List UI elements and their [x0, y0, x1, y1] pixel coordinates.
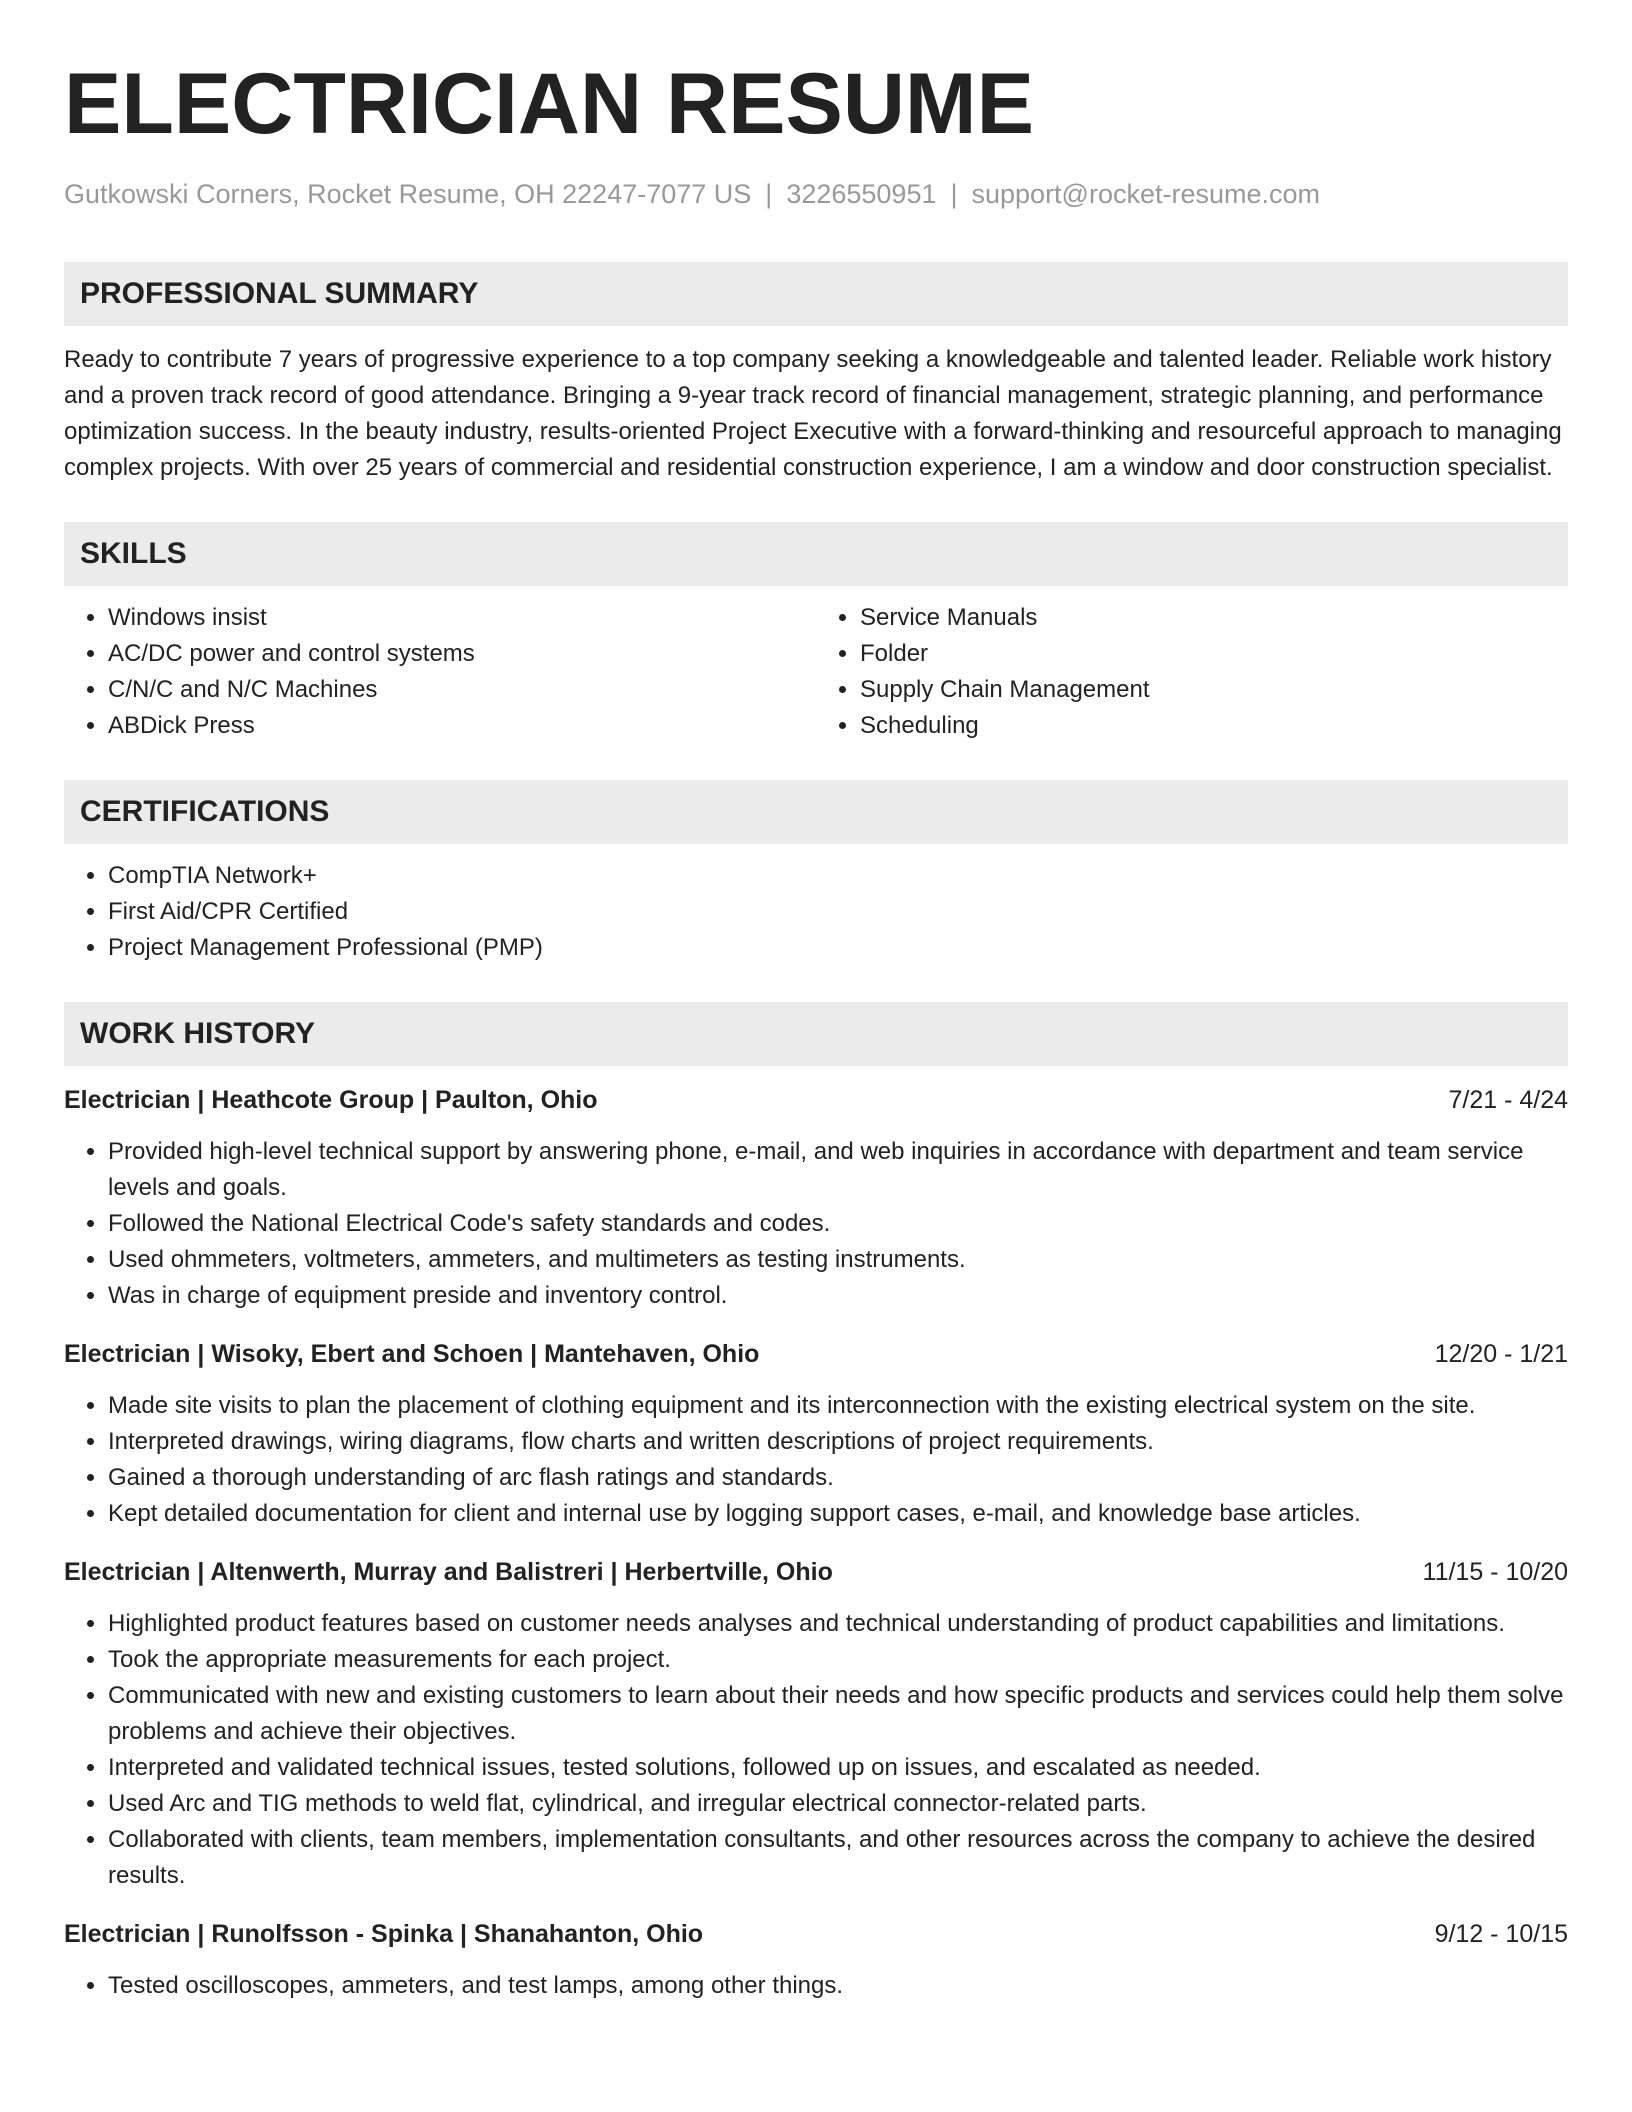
- skill-item: • AC/DC power and control systems: [108, 636, 816, 672]
- job-bullets: [64, 1134, 1568, 1314]
- skills-heading: SKILLS: [64, 522, 1568, 586]
- work-history-heading: WORK HISTORY: [64, 1002, 1568, 1066]
- job-bullet: • Followed the National Electrical Code's safety standards and codes.: [108, 1206, 1568, 1242]
- skill-item: • ABDick Press: [108, 708, 816, 744]
- job-bullet: • Used ohmmeters, voltmeters, ammeters, and multimeters as testing instruments.: [108, 1242, 1568, 1278]
- certifications-heading: CERTIFICATIONS: [64, 780, 1568, 844]
- summary-heading: PROFESSIONAL SUMMARY: [64, 262, 1568, 326]
- job-bullet: • Tested oscilloscopes, ammeters, and test lamps, among other things.: [108, 1968, 1568, 2004]
- skills-list: [64, 600, 1568, 744]
- job-header: [64, 1554, 1568, 1590]
- job-title: Electrician | Runolfsson - Spinka | Shanahanton, Ohio: [64, 1920, 704, 1948]
- job-bullet: • Communicated with new and existing customers to learn about their needs and how specific products and services could help them solve problems and achieve their objectives.: [108, 1678, 1568, 1750]
- job-bullet: • Provided high-level technical support by answering phone, e-mail, and web inquiries in accordance with department and team service levels and goals.: [108, 1134, 1568, 1206]
- job-dates: 12/20 - 1/21: [1434, 1340, 1568, 1368]
- job-bullet: • Took the appropriate measurements for each project.: [108, 1642, 1568, 1678]
- skills-column-left: [64, 600, 816, 744]
- skill-item: • Scheduling: [860, 708, 1568, 744]
- contact-address: Gutkowski Corners, Rocket Resume, OH 22247-7077 US: [64, 179, 752, 209]
- job-header: [64, 1082, 1568, 1118]
- job-bullet: • Was in charge of equipment preside and inventory control.: [108, 1278, 1568, 1314]
- contact-line: [64, 176, 1568, 212]
- skill-item: • Folder: [860, 636, 1568, 672]
- job-bullets: [64, 1968, 1568, 2004]
- skill-item: • C/N/C and N/C Machines: [108, 672, 816, 708]
- job-dates: 7/21 - 4/24: [1448, 1086, 1568, 1114]
- skills-column-right: [816, 600, 1568, 744]
- skill-item: • Supply Chain Management: [860, 672, 1568, 708]
- job-bullet: • Interpreted and validated technical issues, tested solutions, followed up on issues, and escalated as needed.: [108, 1750, 1568, 1786]
- certification-item: • Project Management Professional (PMP): [108, 930, 1568, 966]
- contact-separator: |: [950, 179, 958, 209]
- job-bullet: • Collaborated with clients, team members, implementation consultants, and other resources across the company to achieve the desired results.: [108, 1822, 1568, 1894]
- job-header: [64, 1916, 1568, 1952]
- job-bullet: • Kept detailed documentation for client and internal use by logging support cases, e-mail, and knowledge base articles.: [108, 1496, 1568, 1532]
- job-title: Electrician | Heathcote Group | Paulton, Ohio: [64, 1086, 598, 1114]
- job-bullet: • Used Arc and TIG methods to weld flat, cylindrical, and irregular electrical connector-related parts.: [108, 1786, 1568, 1822]
- job-title: Electrician | Wisoky, Ebert and Schoen | Mantehaven, Ohio: [64, 1340, 760, 1368]
- job-bullets: [64, 1388, 1568, 1532]
- job-header: [64, 1336, 1568, 1372]
- certification-item: • First Aid/CPR Certified: [108, 894, 1568, 930]
- contact-phone: 3226550951: [786, 179, 937, 209]
- job-bullet: • Made site visits to plan the placement of clothing equipment and its interconnection with the existing electrical system on the site.: [108, 1388, 1568, 1424]
- contact-email: support@rocket-resume.com: [971, 179, 1321, 209]
- summary-text: Ready to contribute 7 years of progressive experience to a top company seeking a knowledgeable and talented leader. Reliable work history and a proven track record of good attendance. Bringing a 9-year track record of financial management, strategic planning, and performance optimization success. In the beauty industry, results-oriented Project Executive with a forward-thinking and resourceful approach to managing complex projects. With over 25 years of commercial and residential construction experience, I am a window and door construction specialist.: [64, 346, 1562, 481]
- certification-item: • CompTIA Network+: [108, 858, 1568, 894]
- skill-item: • Windows insist: [108, 600, 816, 636]
- skill-item: • Service Manuals: [860, 600, 1568, 636]
- job-dates: 9/12 - 10/15: [1434, 1920, 1568, 1948]
- contact-separator: |: [765, 179, 773, 209]
- certifications-list: [64, 858, 1568, 966]
- job-dates: 11/15 - 10/20: [1422, 1558, 1568, 1586]
- job-bullet: • Interpreted drawings, wiring diagrams, flow charts and written descriptions of project requirements.: [108, 1424, 1568, 1460]
- job-title: Electrician | Altenwerth, Murray and Balistreri | Herbertville, Ohio: [64, 1558, 833, 1586]
- job-bullet: • Highlighted product features based on customer needs analyses and technical understanding of product capabilities and limitations.: [108, 1606, 1568, 1642]
- resume-title: ELECTRICIAN RESUME: [64, 56, 1034, 152]
- job-bullets: [64, 1606, 1568, 1894]
- job-bullet: • Gained a thorough understanding of arc flash ratings and standards.: [108, 1460, 1568, 1496]
